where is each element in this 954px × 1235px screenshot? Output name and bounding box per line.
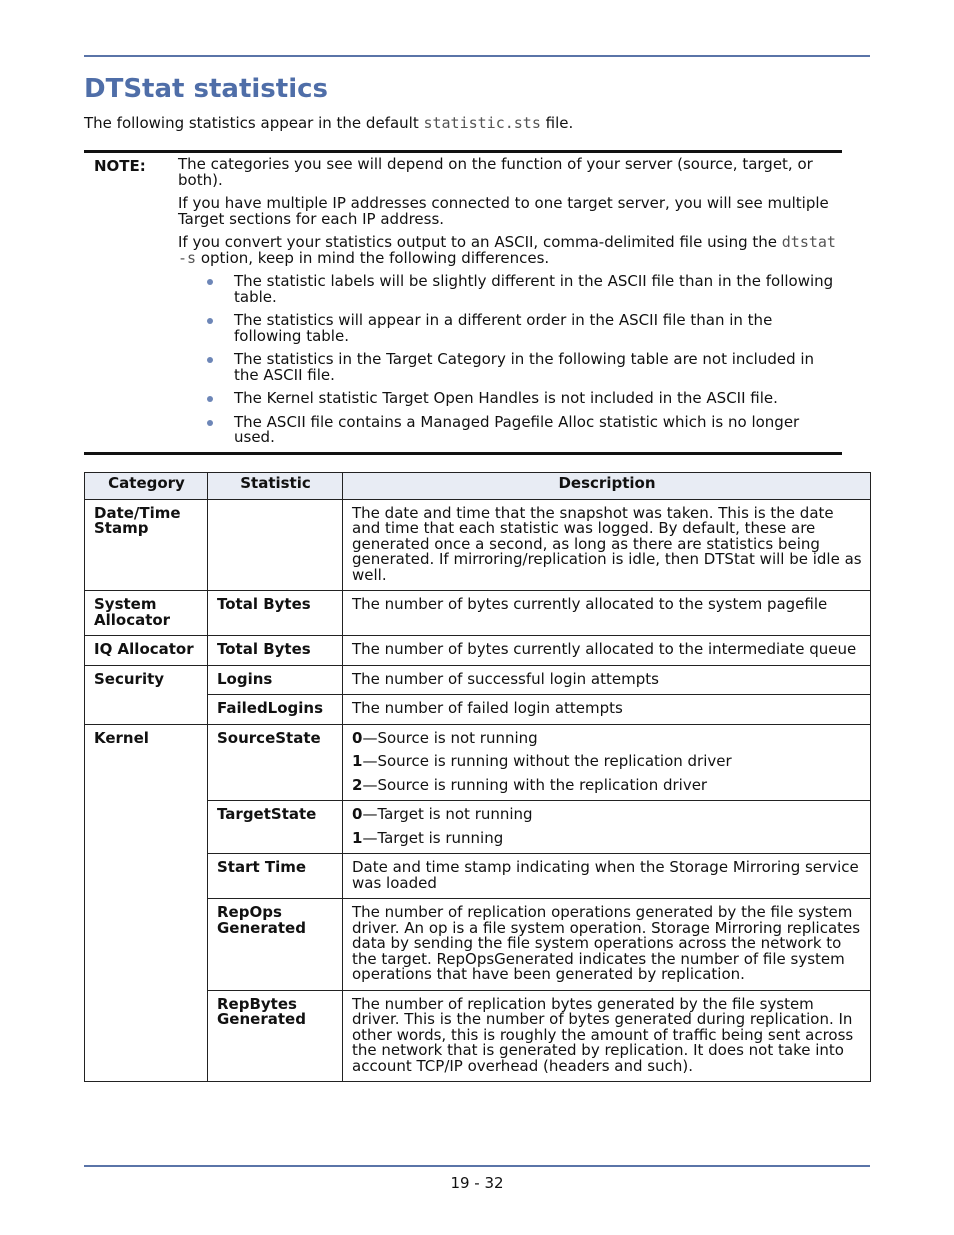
footer-rule <box>84 1165 870 1167</box>
statistics-table <box>84 472 871 1082</box>
description-cell <box>343 724 871 801</box>
category-cell: System Allocator <box>85 591 208 636</box>
statistic-cell <box>208 499 343 591</box>
table-row <box>85 499 871 591</box>
description-cell <box>343 801 871 854</box>
header-rule <box>84 55 870 57</box>
description-cell: The number of bytes currently allocated to the intermediate queue <box>343 636 871 666</box>
state-code: 1 <box>352 828 363 847</box>
state-value-line <box>352 728 862 747</box>
bullet-icon <box>207 357 213 363</box>
category-cell: Security <box>85 665 208 724</box>
note-bullet-text: The ASCII file contains a Managed Pagefile Alloc statistic which is no longer used. <box>234 412 800 446</box>
state-code: 0 <box>352 805 363 823</box>
state-code: 2 <box>352 775 363 794</box>
note-box <box>84 150 842 455</box>
page-title: DTStat statistics <box>84 74 328 104</box>
bullet-icon <box>207 318 213 324</box>
statistic-cell: Logins <box>208 665 343 695</box>
statistic-cell: SourceState <box>208 724 343 801</box>
note-bullet-item <box>234 313 840 344</box>
intro-filename: statistic.sts <box>423 114 541 132</box>
table-row <box>85 724 871 801</box>
bullet-icon <box>207 279 213 285</box>
note-bullet-item <box>234 274 840 305</box>
note-paragraph-text: option, keep in mind the following differences. <box>196 248 550 267</box>
header-description: Description <box>343 473 871 500</box>
intro-text <box>84 114 573 132</box>
table-row <box>85 636 871 666</box>
note-bullet-list <box>178 274 840 446</box>
category-cell: Date/Time Stamp <box>85 499 208 591</box>
note-command: dtstat -s <box>178 233 836 267</box>
description-cell: Date and time stamp indicating when the Storage Mirroring service was loaded <box>343 854 871 899</box>
note-paragraph-text: If you convert your statistics output to an ASCII, comma-delimited file using the <box>178 233 782 251</box>
table-header-row <box>85 473 871 500</box>
statistic-cell: RepBytes Generated <box>208 990 343 1082</box>
note-label: NOTE: <box>94 157 146 175</box>
category-cell: Kernel <box>85 724 208 1082</box>
statistic-cell: RepOps Generated <box>208 899 343 991</box>
statistic-cell: TargetState <box>208 801 343 854</box>
note-paragraph <box>178 235 840 266</box>
note-bullet-item <box>234 391 840 407</box>
state-text: —Target is not running <box>362 805 533 823</box>
table-row <box>85 665 871 695</box>
state-code: 0 <box>352 728 363 747</box>
state-text: —Source is running with the replication driver <box>362 775 708 794</box>
description-cell: The number of successful login attempts <box>343 665 871 695</box>
intro-text-after: file. <box>540 114 574 132</box>
note-paragraph: If you have multiple IP addresses connected to one target server, you will see multiple Target sections for each IP address. <box>178 194 829 228</box>
description-cell: The date and time that the snapshot was taken. This is the date and time that each statistic was logged. By default, these are generated once a second, as long as there are statistics being generated. If mirroring/replication is idle, then DTStat will be idle as well. <box>343 499 871 591</box>
note-bullet-text: The statistics in the Target Category in the following table are not included in the ASCII file. <box>234 350 815 384</box>
header-statistic: Statistic <box>208 473 343 500</box>
statistic-cell: Total Bytes <box>208 636 343 666</box>
statistic-cell: Start Time <box>208 854 343 899</box>
state-value-line <box>352 828 862 847</box>
bullet-icon <box>207 420 213 426</box>
description-cell: The number of bytes currently allocated to the system pagefile <box>343 591 871 636</box>
state-value-line <box>352 754 862 770</box>
category-cell: IQ Allocator <box>85 636 208 666</box>
bullet-icon <box>207 396 213 402</box>
note-bullet-text: The Kernel statistic Target Open Handles is not included in the ASCII file. <box>234 389 778 407</box>
header-category: Category <box>85 473 208 500</box>
state-value-line <box>352 807 862 823</box>
page-number: 19 - 32 <box>450 1174 504 1192</box>
statistic-cell: Total Bytes <box>208 591 343 636</box>
note-bullet-text: The statistic labels will be slightly different in the ASCII file than in the following table. <box>234 272 834 306</box>
description-cell: The number of replication bytes generated by the file system driver. This is the number of bytes generated during replication. In other words, this is roughly the amount of traffic being sent across the network that is generated by replication. It does not take into account TCP/IP overhead (headers and such). <box>343 990 871 1082</box>
state-code: 1 <box>352 752 363 770</box>
note-paragraph: The categories you see will depend on the function of your server (source, target, or both). <box>178 155 813 189</box>
note-bullet-text: The statistics will appear in a different order in the ASCII file than in the following table. <box>234 311 773 345</box>
note-bullet-item <box>234 352 840 383</box>
state-text: —Target is running <box>362 828 504 847</box>
note-bullet-item <box>234 412 840 446</box>
state-text: —Source is running without the replication driver <box>362 752 732 770</box>
note-body <box>178 157 840 454</box>
description-cell: The number of replication operations generated by the file system driver. An op is a file system operation. Storage Mirroring replicates data by sending the file system operations across the network to the target. RepOpsGenerated indicates the number of file system operations that have been generated by replication. <box>343 899 871 991</box>
state-value-line <box>352 775 862 794</box>
state-text: —Source is not running <box>362 728 538 747</box>
statistic-cell: FailedLogins <box>208 695 343 725</box>
intro-text-before: The following statistics appear in the default <box>84 114 424 132</box>
description-cell: The number of failed login attempts <box>343 695 871 725</box>
table-row <box>85 591 871 636</box>
